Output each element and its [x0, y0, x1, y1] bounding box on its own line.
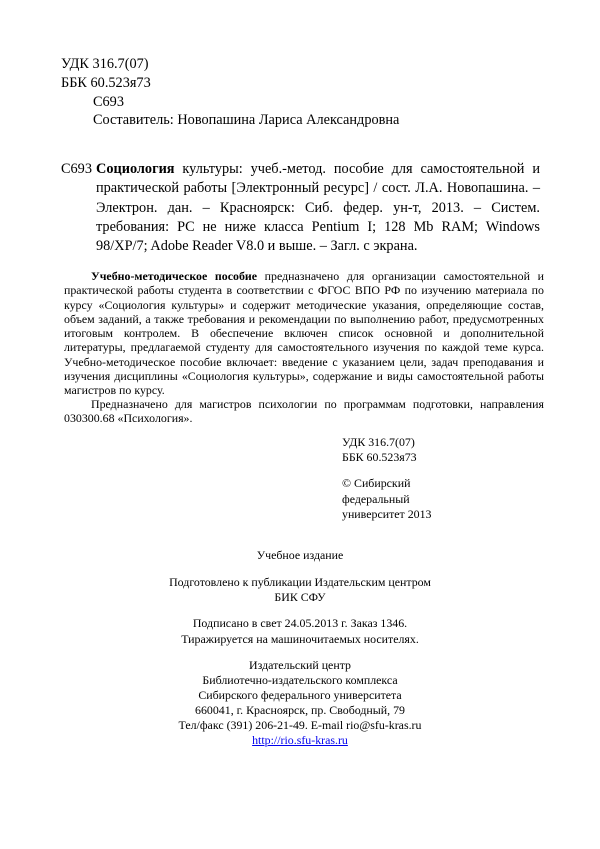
udk-code: УДК 316.7(07): [61, 56, 149, 72]
edition-type: Учебное издание: [256, 548, 344, 562]
publisher-contacts: Тел/факс (391) 206-21-49. E-mail rio@sfu-kras.ru: [178, 718, 422, 732]
website-link[interactable]: http://rio.sfu-kras.ru: [252, 733, 348, 747]
compiler-line: Составитель: Новопашина Лариса Александровна: [93, 112, 400, 128]
copyright-line-1: © Сибирский: [342, 476, 411, 490]
copyright-line-3: университет 2013: [342, 507, 432, 521]
prepared-line-2: БИК СФУ: [274, 590, 326, 604]
publisher-address: 660041, г. Красноярск, пр. Свободный, 79: [195, 703, 405, 717]
signed-line: Подписано в свет 24.05.2013 г. Заказ 1346.: [192, 616, 408, 630]
prepared-line-1: Подготовлено к публикации Издательским центром: [169, 575, 431, 589]
bbk-code: ББК 60.523я73: [61, 75, 151, 91]
annotation-text: предназначено для организации самостоятельной и практической работы студента в соответствии с ФГОС ВПО РФ по изучению материала по курсу «Социология культуры» и содержит методические указания, определяющие состав, объем заданий, а также требования и рекомендации по выполнению работ, предусмотренных итоговым контролем. В обеспечение включен список основной и дополнительной литературы, предлагаемой студенту для самостоятельного изучения по каждой теме курса. Учебно-методическое пособие включает: введение с указанием цели, задач преподавания и изучения дисциплины «Социология культуры», содержание и виды самостоятельной работы магистров по курсу.: [64, 269, 544, 398]
right-bbk: ББК 60.523я73: [342, 450, 417, 464]
bib-details: культуры: учеб.-метод. пособие для самостоятельной и практической работы [Электронный ресурс] / сост. Л.А. Новопашина. – Электрон. дан. – Красноярск: Сиб. федер. ун-т, 2013. – Систем. требования: PC не ниже класса Pentium I; 128 Mb RAM; Windows 98/XP/7; Adobe Reader V8.0 и выше. – Загл. с экрана.: [96, 161, 540, 255]
publisher-line-3: Сибирского федерального университета: [198, 688, 402, 702]
bib-author-mark: С693: [61, 161, 92, 177]
author-mark: С693: [93, 94, 124, 110]
annotation-lead: Учебно-методическое пособие: [91, 269, 258, 283]
publisher-line-1: Издательский центр: [249, 658, 351, 672]
website-row: [100, 733, 500, 747]
replicated-line: Тиражируется на машиночитаемых носителях.: [181, 632, 419, 646]
publisher-line-2: Библиотечно-издательского комплекса: [202, 673, 398, 687]
bib-description: [96, 160, 540, 256]
annotation-paragraph: [64, 269, 544, 398]
copyright-line-2: федеральный: [342, 492, 410, 506]
audience-paragraph: Предназначено для магистров психологии по программам подготовки, направления 030300.68 «Психология».: [64, 397, 544, 426]
right-udk: УДК 316.7(07): [342, 435, 415, 449]
bib-title: Социология: [96, 161, 175, 177]
